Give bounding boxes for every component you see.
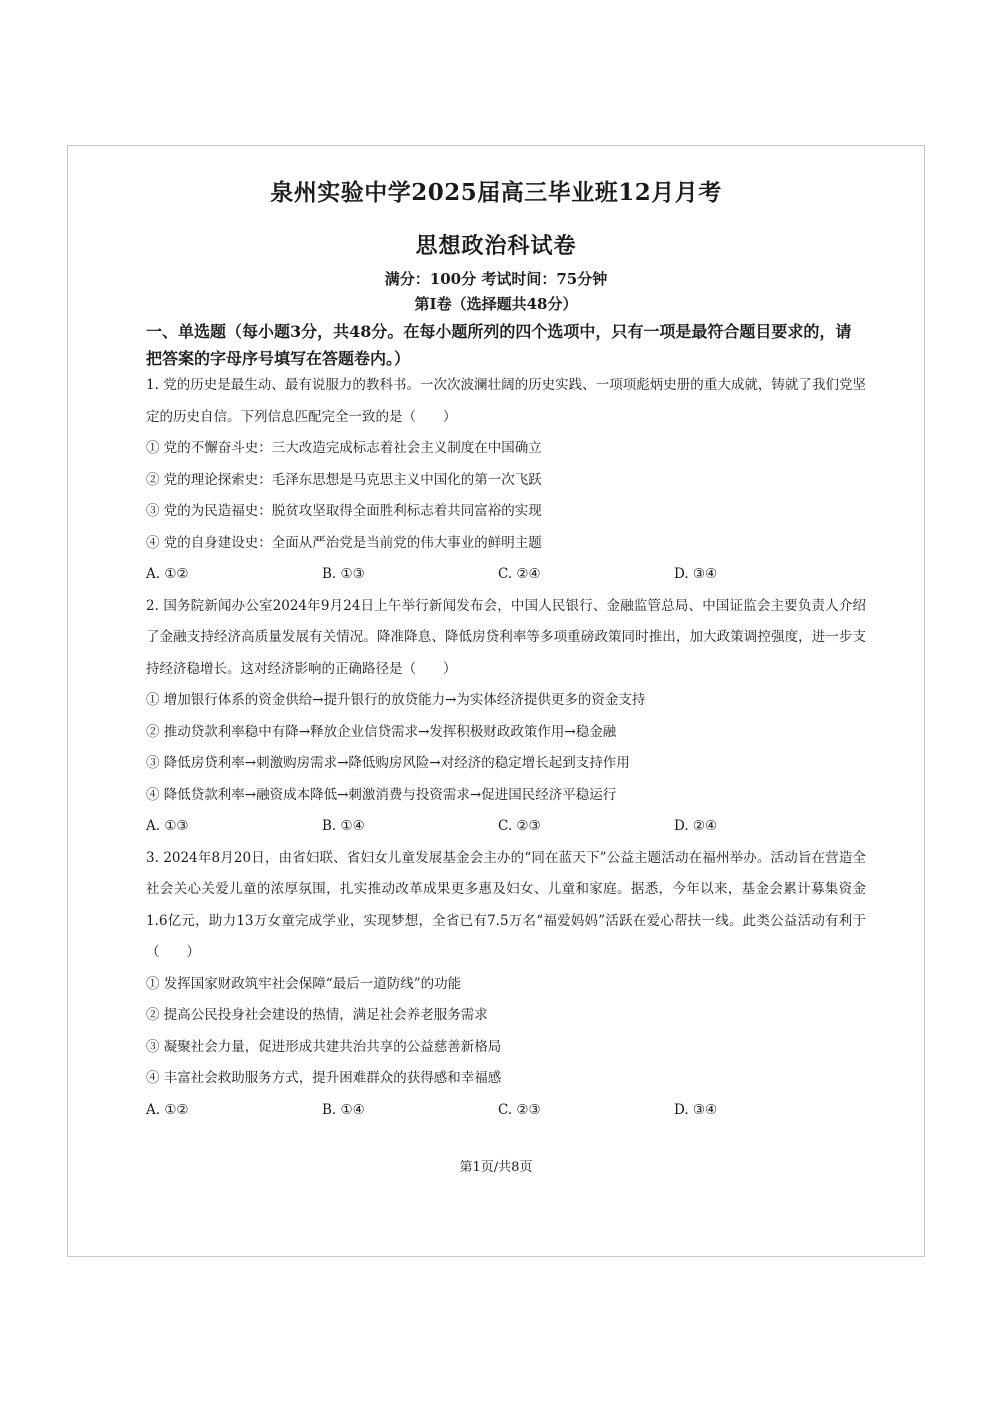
question-option: ③ 凝聚社会力量，促进形成共建共治共享的公益慈善新格局 bbox=[146, 1038, 502, 1055]
question-option: ① 发挥国家财政筑牢社会保障“最后一道防线”的功能 bbox=[146, 975, 462, 992]
exam-title: 泉州实验中学2025届高三毕业班12月月考 bbox=[270, 179, 722, 206]
choice-c: C. ②③ bbox=[498, 1101, 541, 1118]
choice-d: D. ②④ bbox=[674, 818, 718, 834]
exam-page bbox=[67, 145, 925, 1257]
question-stem: 1. 党的历史是最生动、最有说服力的教科书。一次次波澜壮阔的历史实践、一项项彪炳史册的重大成就，铸就了我们党坚定的历史自信。下列信息匹配完全一致的是（ ） bbox=[146, 377, 866, 425]
choice-b: B. ①④ bbox=[322, 818, 365, 834]
choice-a: A. ①② bbox=[146, 566, 189, 582]
question-option: ③ 党的为民造福史：脱贫攻坚取得全面胜利标志着共同富裕的实现 bbox=[146, 503, 542, 519]
answer-choices bbox=[146, 1095, 866, 1127]
exam-subject: 思想政治科试卷 bbox=[415, 233, 577, 259]
question-option: ② 提高公民投身社会建设的热情，满足社会养老服务需求 bbox=[146, 1007, 488, 1023]
question-option: ② 党的理论探索史：毛泽东思想是马克思主义中国化的第一次飞跃 bbox=[146, 471, 542, 488]
question-option: ② 推动贷款利率稳中有降→释放企业信贷需求→发挥积极财政政策作用→稳金融 bbox=[146, 723, 617, 740]
question bbox=[146, 843, 866, 1127]
choice-c: C. ②③ bbox=[498, 818, 541, 834]
choice-a: A. ①② bbox=[146, 1101, 189, 1118]
answer-choices bbox=[146, 559, 866, 591]
part-heading: 第Ⅰ卷（选择题共48分） bbox=[414, 295, 578, 313]
question-option: ① 增加银行体系的资金供给→提升银行的放贷能力→为实体经济提供更多的资金支持 bbox=[146, 692, 646, 708]
question-option: ④ 降低贷款利率→融资成本降低→刺激消费与投资需求→促进国民经济平稳运行 bbox=[146, 786, 617, 803]
page-number: 第1页/共8页 bbox=[459, 1160, 533, 1175]
choice-b: B. ①③ bbox=[322, 566, 365, 582]
choice-d: D. ③④ bbox=[674, 1101, 718, 1118]
question-option: ④ 党的自身建设史：全面从严治党是当前党的伟大事业的鲜明主题 bbox=[146, 534, 542, 551]
question-option: ④ 丰富社会救助服务方式，提升困难群众的获得感和幸福感 bbox=[146, 1070, 502, 1086]
choice-c: C. ②④ bbox=[498, 566, 541, 582]
section-heading: 一、单选题（每小题3分，共48分。在每小题所列的四个选项中，只有一项是最符合题目要求的，请把答案的字母序号填写在答题卷内。） bbox=[146, 322, 852, 368]
answer-choices bbox=[146, 811, 866, 843]
question-stem: 2. 国务院新闻办公室2024年9月24日上午举行新闻发布会，中国人民银行、金融监管总局、中国证监会主要负责人介绍了金融支持经济高质量发展有关情况。降准降息、降低房贷利率等多项重磅政策同时推出，加大政策调控强度，进一步支持经济稳增长。这对经济影响的正确路径是（ ） bbox=[146, 597, 866, 677]
question-stem: 3. 2024年8月20日，由省妇联、省妇女儿童发展基金会主办的“同在蓝天下”公益主题活动在福州举办。活动旨在营造全社会关心关爱儿童的浓厚氛围，扎实推动改革成果更多惠及妇女、儿童和家庭。据悉，今年以来，基金会累计募集资金1.6亿元，助力13万女童完成学业，实现梦想，全省已有7.5万名“福爱妈妈”活跃在爱心帮扶一线。此类公益活动有利于（ ） bbox=[146, 849, 866, 960]
choice-d: D. ③④ bbox=[674, 566, 718, 582]
question bbox=[146, 591, 866, 843]
questions-body bbox=[146, 370, 866, 1126]
choice-b: B. ①④ bbox=[322, 1101, 365, 1118]
exam-meta: 满分：100分 考试时间：75分钟 bbox=[384, 270, 608, 288]
question bbox=[146, 370, 866, 591]
question-option: ① 党的不懈奋斗史：三大改造完成标志着社会主义制度在中国确立 bbox=[146, 440, 542, 456]
question-option: ③ 降低房贷利率→刺激购房需求→降低购房风险→对经济的稳定增长起到支持作用 bbox=[146, 755, 630, 771]
choice-a: A. ①③ bbox=[146, 818, 189, 834]
